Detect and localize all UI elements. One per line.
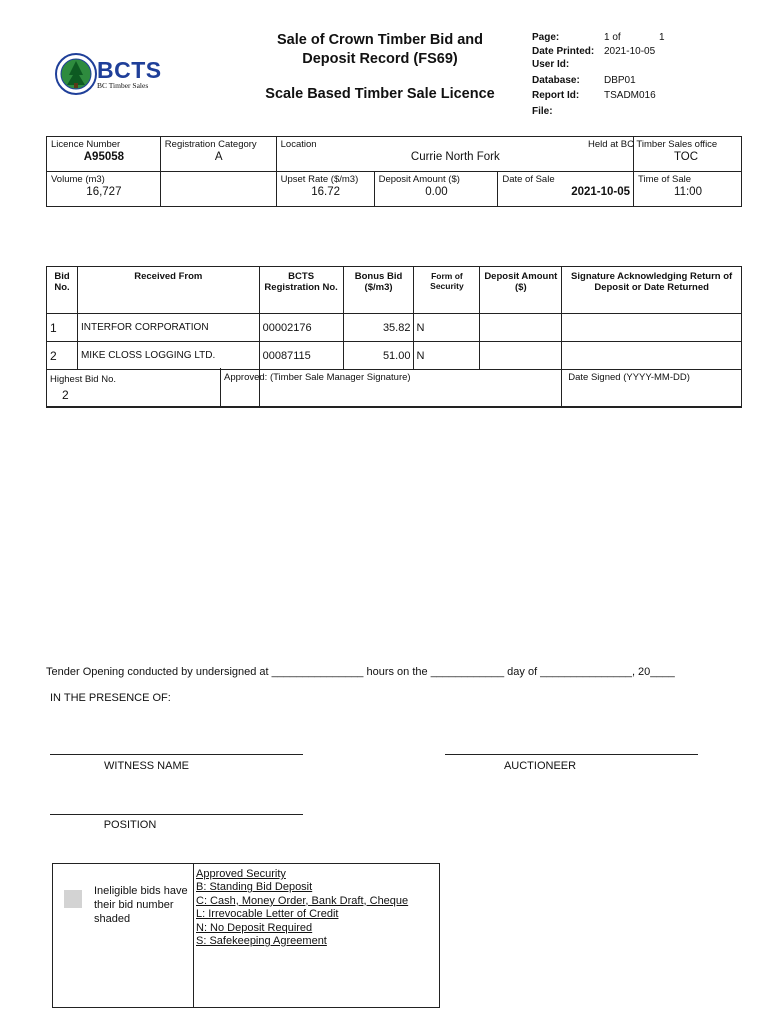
list-item: L: Irrevocable Letter of Credit [196,908,339,921]
security-legend [52,863,440,1008]
header-bcts-registration: BCTS Registration No. [259,267,343,314]
list-item: B: Standing Bid Deposit [196,881,313,894]
bcts-registration: 00087115 [259,342,343,370]
tender-statement: Tender Opening conducted by undersigned at _______________ hours on the ____________ day of _______________, 20____ [46,666,675,678]
bids-header-row [47,267,742,314]
approval-row [47,370,742,408]
date-signed-cell: Date Signed (YYYY-MM-DD) [562,370,742,408]
shaded-bid-swatch [64,890,82,908]
witness-name-label: WITNESS NAME [104,760,189,772]
registration-category-cell: Registration Category A [160,137,276,172]
upset-rate-cell: Upset Rate ($/m3) 16.72 [276,172,374,207]
empty-cell [160,172,276,207]
table-row [47,314,742,342]
time-of-sale-cell: Time of Sale 11:00 [634,172,742,207]
deposit-amount [480,314,562,342]
position-label: POSITION [103,819,157,831]
bcts-logo [55,47,165,101]
signature [562,314,742,342]
form-subtitle: Scale Based Timber Sale Licence [265,86,495,102]
header-received-from: Received From [77,267,259,314]
header-bid-no: Bid No. [47,267,78,314]
signature [562,342,742,370]
location-cell: Location Currie North Fork [276,137,633,172]
highest-bid-cell: Highest Bid No. 2 Approved: (Timber Sale Manager Signature) [47,370,260,408]
position-signature-line [50,814,303,815]
form-of-security: N [414,342,480,370]
bids-table [46,266,742,408]
form-of-security: N [414,314,480,342]
auctioneer-label: AUCTIONEER [503,760,577,772]
bcts-registration: 00002176 [259,314,343,342]
witness-signature-line [50,754,303,755]
header-bonus-bid: Bonus Bid ($/m3) [343,267,414,314]
bonus-bid: 51.00 [343,342,414,370]
deposit-amount-cell: Deposit Amount ($) 0.00 [374,172,498,207]
logo-subtext: BC Timber Sales [97,81,149,90]
auctioneer-signature-line [445,754,698,755]
date-of-sale-cell: Date of Sale 2021-10-05 [498,172,634,207]
ineligible-bids-note: Ineligible bids have their bid number shaded [94,885,188,925]
deposit-amount [480,342,562,370]
header-signature: Signature Acknowledging Return of Deposit or Date Returned [562,267,742,314]
list-item: S: Safekeeping Agreement [196,935,327,948]
header-deposit-amount: Deposit Amount ($) [480,267,562,314]
security-codes-list [196,868,408,948]
held-at-cell: Held at BC Timber Sales office TOC [634,137,742,172]
bid-number: 2 [47,342,78,370]
bid-number: 1 [47,314,78,342]
received-from: MIKE CLOSS LOGGING LTD. [77,342,259,370]
list-item: C: Cash, Money Order, Bank Draft, Cheque [196,894,409,907]
volume-cell: Volume (m3) 16,727 [47,172,161,207]
list-item: Approved Security [196,868,286,880]
header-form-of-security: Form of Security [414,267,480,314]
report-meta: Page: 1 of 1 Date Printed: 2021-10-05 User Id: Database: DBP01 Report Id: TSADM016 File: [532,32,665,117]
bonus-bid: 35.82 [343,314,414,342]
form-title: Sale of Crown Timber Bid and Deposit Record (FS69) [277,32,483,67]
presence-label: IN THE PRESENCE OF: [50,692,171,704]
list-item: N: No Deposit Required [196,921,313,934]
licence-number-cell: Licence Number A95058 [47,137,161,172]
licence-info-table [46,136,742,207]
logo-text: BCTS [97,57,162,83]
table-row [47,342,742,370]
received-from: INTERFOR CORPORATION [77,314,259,342]
